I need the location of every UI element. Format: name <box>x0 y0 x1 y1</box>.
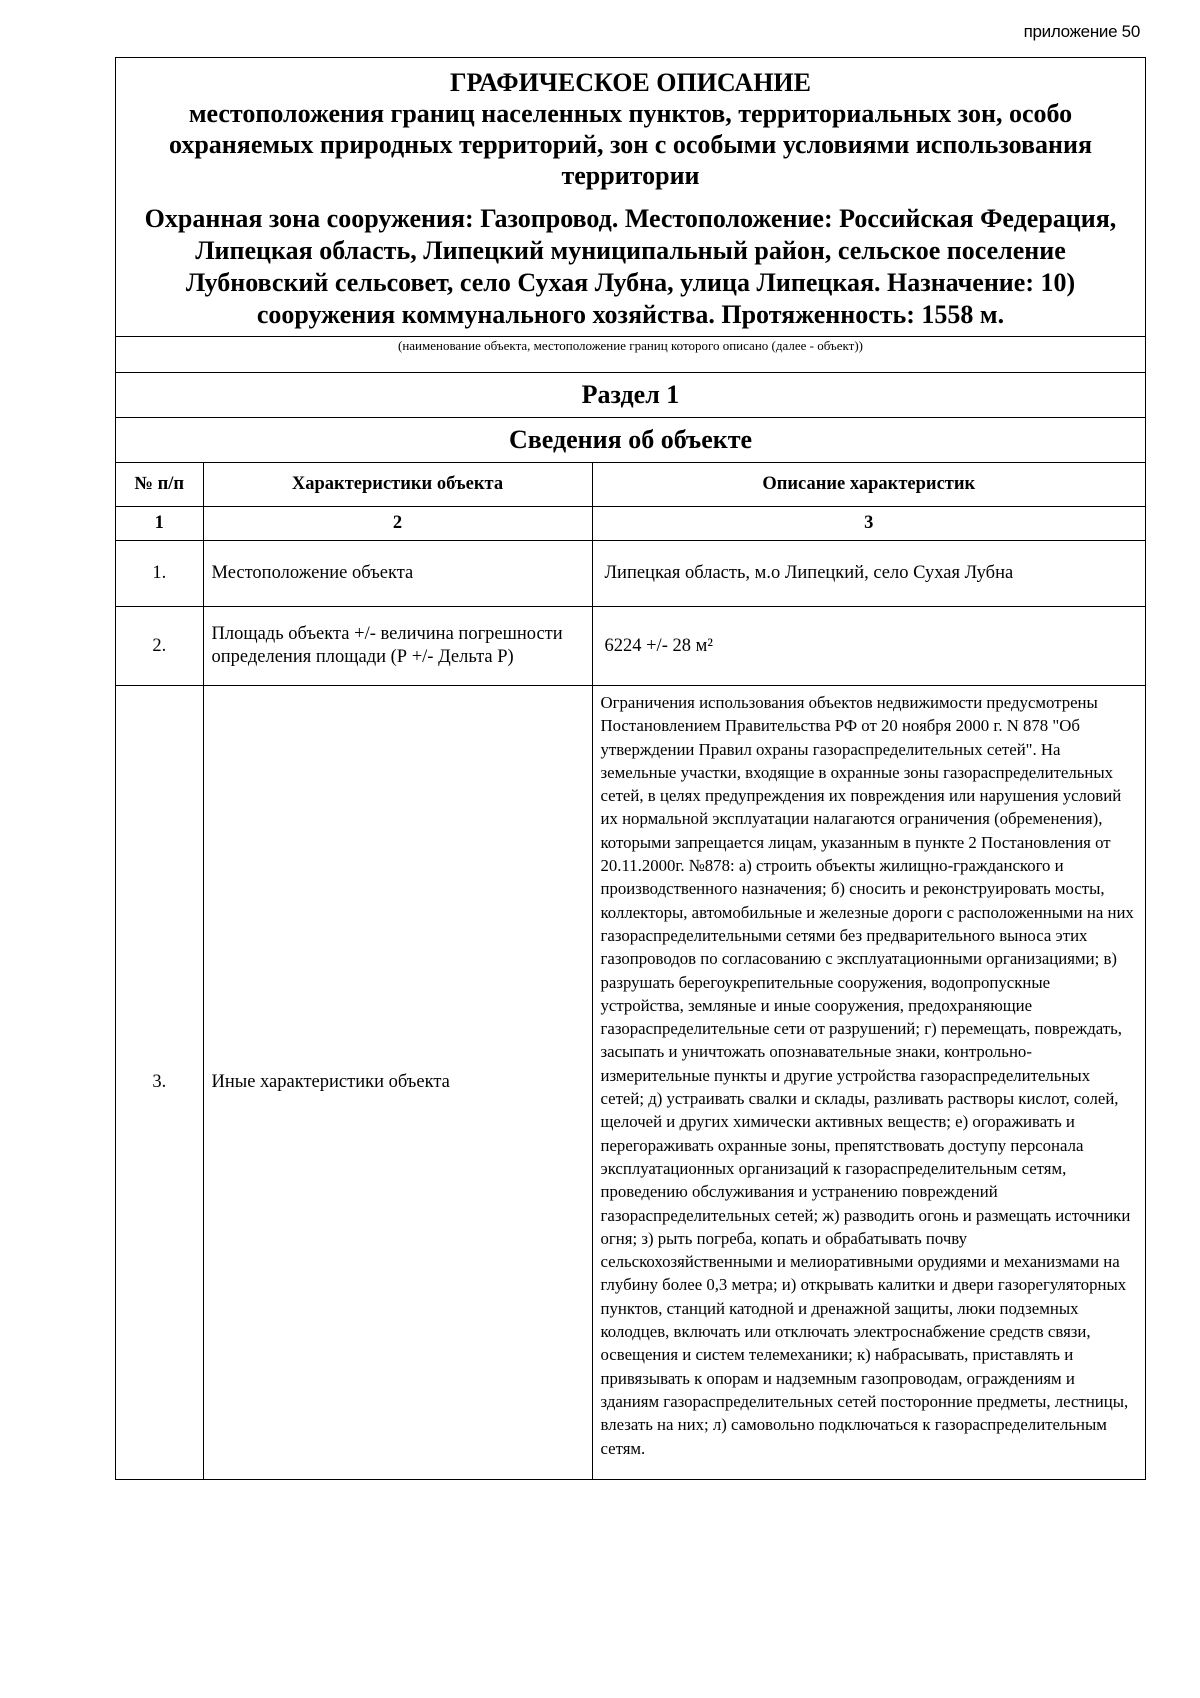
column-numbers-row <box>116 507 1145 541</box>
table-row <box>116 686 1145 1479</box>
object-name-caption: (наименование объекта, местоположение границ которого описано (далее - объект)) <box>116 336 1145 372</box>
column-number: 1 <box>116 507 203 541</box>
row-number: 2. <box>116 607 203 686</box>
table-header-row <box>116 463 1145 507</box>
object-name: Охранная зона сооружения: Газопровод. Местоположение: Российская Федерация, Липецкая область, Липецкий муниципальный район, сельское поселение Лубновский сельсовет, село Сухая Лубна, улица Липецкая. Назначение: 10) сооружения коммунального хозяйства. Протяженность: 1558 м. <box>144 204 1117 329</box>
row-number: 1. <box>116 541 203 607</box>
section-title: Раздел 1 <box>116 372 1145 417</box>
column-number: 3 <box>592 507 1145 541</box>
document-title: ГРАФИЧЕСКОЕ ОПИСАНИЕ <box>450 68 811 97</box>
column-number: 2 <box>203 507 592 541</box>
table-row <box>116 607 1145 686</box>
object-properties-table <box>116 462 1145 1479</box>
column-header-number: № п/п <box>116 463 203 507</box>
section-subtitle: Сведения об объекте <box>116 417 1145 462</box>
document-header <box>116 58 1145 372</box>
row-description: 6224 +/- 28 м² <box>592 607 1145 686</box>
row-description: Ограничения использования объектов недвижимости предусмотрены Постановлением Правительства РФ от 20 ноября 2000 г. N 878 "Об утверждении Правил охраны газораспределительных сетей". На земельные участки, входящие в охранные зоны газораспределительных сетей, в целях предупреждения их повреждения или нарушения условий их нормальной эксплуатации налагаются ограничения (обременения), которыми запрещается лицам, указанным в пункте 2 Постановления от 20.11.2000г. №878: а) строить объекты жилищно-гражданского и производственного назначения; б) сносить и реконструировать мосты, коллекторы, автомобильные и железные дороги с расположенными на них газораспределительными сетями без предварительного выноса этих газопроводов по согласованию с эксплуатационными организациями; в) разрушать берегоукрепительные сооружения, водопропускные устройства, земляные и иные сооружения, предохраняющие газораспределительные сети от разрушений; г) перемещать, повреждать, засыпать и уничтожать опознавательные знаки, контрольно-измерительные пункты и другие устройства газораспределительных сетей; д) устраивать свалки и склады, разливать растворы кислот, солей, щелочей и других химически активных веществ; е) огораживать и перегораживать охранные зоны, препятствовать доступу персонала эксплуатационных организаций к газораспределительным сетям, проведению обслуживания и устранению повреждений газораспределительных сетей; ж) разводить огонь и размещать источники огня; з) рыть погреба, копать и обрабатывать почву сельскохозяйственными и мелиоративными орудиями и механизмами на глубину более 0,3 метра; и) открывать калитки и двери газорегуляторных пунктов, станций катодной и дренажной защиты, люки подземных колодцев, включать или отключать электроснабжение средств связи, освещения и систем телемеханики; к) набрасывать, приставлять и привязывать к опорам и надземным газопроводам, ограждениям и зданиям газораспределительных сетей посторонние предметы, лестницы, влезать на них; л) самовольно подключаться к газораспределительным сетям. <box>592 686 1145 1479</box>
document-subtitle: местоположения границ населенных пунктов, территориальных зон, особо охраняемых природных территорий, зон с особыми условиями использования территории <box>168 99 1093 190</box>
row-characteristic: Площадь объекта +/- величина погрешности определения площади (Р +/- Дельта Р) <box>203 607 592 686</box>
row-description: Липецкая область, м.о Липецкий, село Сухая Лубна <box>592 541 1145 607</box>
column-header-description: Описание характеристик <box>592 463 1145 507</box>
attachment-label: приложение 50 <box>1023 22 1140 41</box>
row-characteristic: Иные характеристики объекта <box>203 686 592 1479</box>
row-number: 3. <box>116 686 203 1479</box>
column-header-characteristic: Характеристики объекта <box>203 463 592 507</box>
table-row <box>116 541 1145 607</box>
row-characteristic: Местоположение объекта <box>203 541 592 607</box>
document-frame <box>115 57 1146 1480</box>
